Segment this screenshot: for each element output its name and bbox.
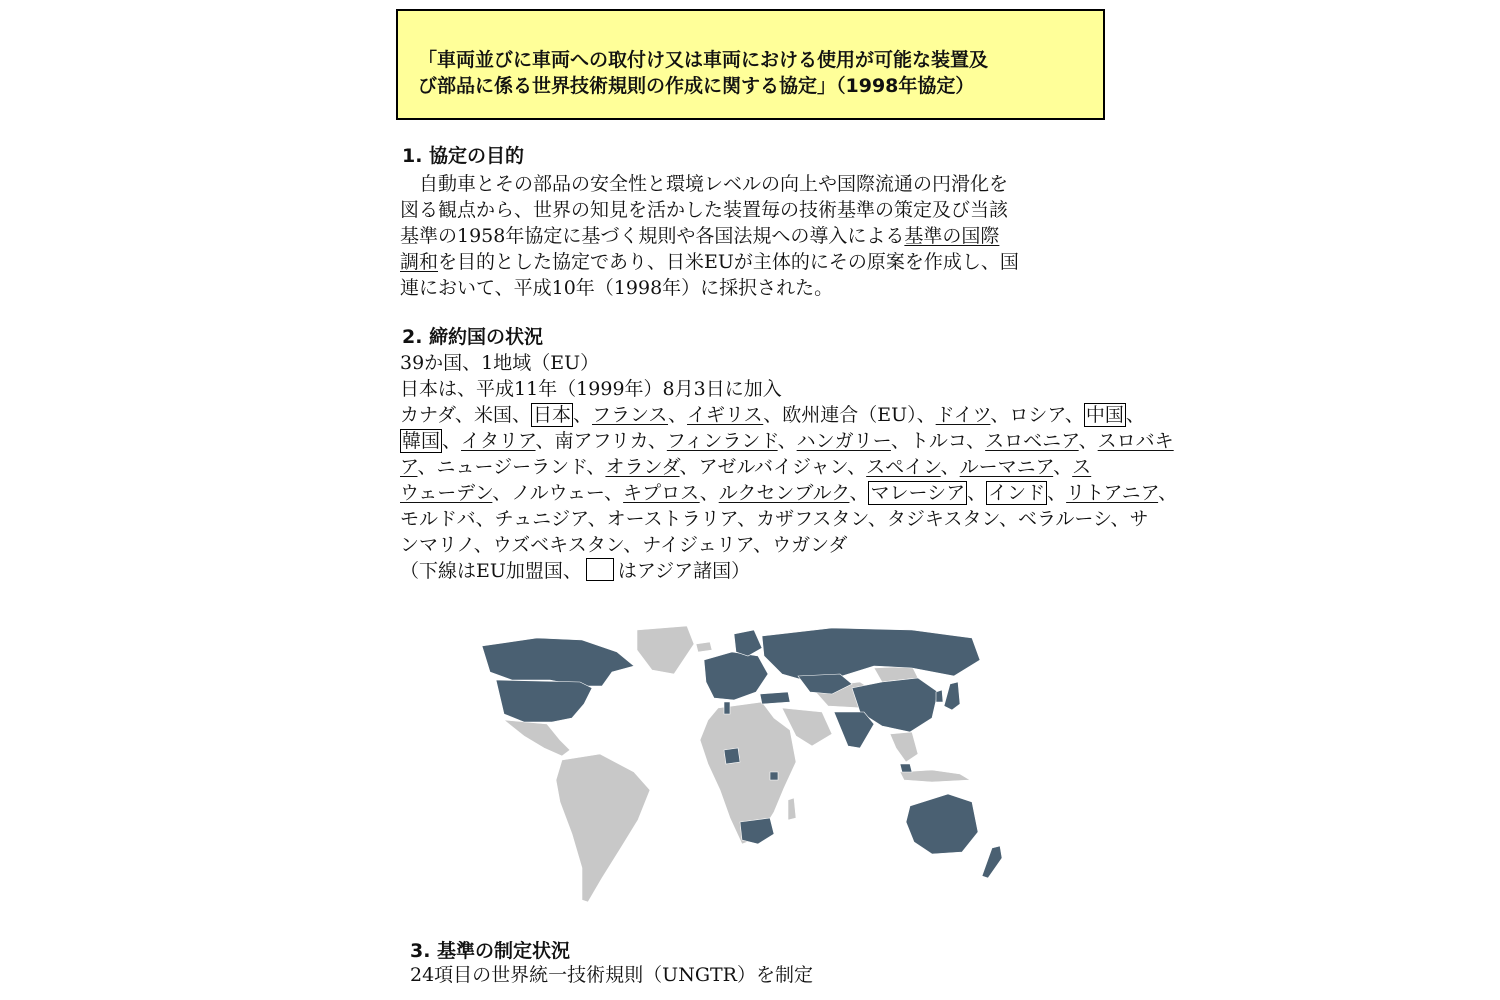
map-mexico — [504, 720, 570, 756]
map-malaysia — [900, 764, 912, 772]
map-usa — [496, 680, 592, 722]
section1-line: 連において、平成10年（1998年）に採択された。 — [400, 277, 834, 299]
section3-text: 24項目の世界統一技術規則（UNGTR）を制定 — [410, 964, 813, 986]
country-list: カナダ、米国、 日本 、フランス、イギリス、欧州連合（EU）、ドイツ、ロシア、 中国 、 韓国 、イタリア、南アフリカ、フィンランド、ハンガリー、トルコ、スロベニア、スロバキ ア、ニュージーランド、オランダ、アゼルバイジャン、スペイン、ルーマニア、ス ウェーデン、ノルウェー、キプロス、ルクセンブルク、 マレーシア 、 インド 、リトアニア、 モルドバ、チュニジア、オーストラリア、カザフスタン、タジキスタン、ベラルーシ、サ ンマリノ、ウズベキスタン、ナイジェリア、ウガンダ — [400, 404, 1178, 556]
agreement-title-line2: び部品に係る世界技術規則の作成に関する協定」（1998年協定） — [418, 75, 975, 97]
map-south-africa — [740, 818, 774, 844]
section1-line: 自動車とその部品の安全性と環境レベルの向上や国際流通の円滑化を — [400, 173, 1009, 195]
map-japan — [944, 682, 960, 710]
section1-body — [400, 171, 1112, 301]
map-tunisia — [724, 702, 730, 714]
map-canada — [482, 638, 634, 686]
map-india — [834, 712, 874, 748]
map-se-asia — [890, 732, 918, 762]
world-map — [412, 622, 1072, 922]
section1-line: 基準の1958年協定に基づく規則や各国法規への導入による基準の国際 — [400, 225, 1000, 247]
japan-accession: 日本は、平成11年（1999年）8月3日に加入 — [400, 378, 782, 400]
map-turkey — [760, 692, 790, 704]
map-madagascar — [788, 798, 796, 820]
map-new-zealand — [982, 846, 1002, 878]
section3-heading: 3. 基準の制定状況 — [410, 940, 571, 962]
map-russia — [762, 628, 980, 682]
asia-box-legend-icon — [586, 558, 614, 581]
map-greenland — [637, 626, 694, 674]
map-australia — [906, 794, 978, 854]
agreement-title-box — [396, 9, 1105, 120]
section1-line: 図る観点から、世界の知見を活かした装置毎の技術基準の策定及び当該 — [400, 199, 1009, 221]
map-iceland — [696, 642, 712, 652]
map-south-america — [556, 754, 650, 902]
map-korea — [936, 690, 943, 702]
map-uganda — [770, 772, 778, 780]
section1-heading: 1. 協定の目的 — [402, 145, 525, 167]
legend-note: （下線はEU加盟国、 はアジア諸国） — [400, 560, 751, 582]
map-nigeria — [724, 748, 740, 764]
section2-heading: 2. 締約国の状況 — [402, 326, 544, 348]
map-europe — [704, 652, 768, 700]
party-count: 39か国、1地域（EU） — [400, 352, 600, 374]
agreement-title-line1: 「車両並びに車両への取付け又は車両における使用が可能な装置及 — [418, 49, 989, 71]
section1-line: 調和を目的とした協定であり、日米EUが主体的にその原案を作成し、国 — [400, 251, 1019, 273]
map-scandinavia — [734, 630, 762, 656]
section2-body — [400, 350, 1178, 584]
